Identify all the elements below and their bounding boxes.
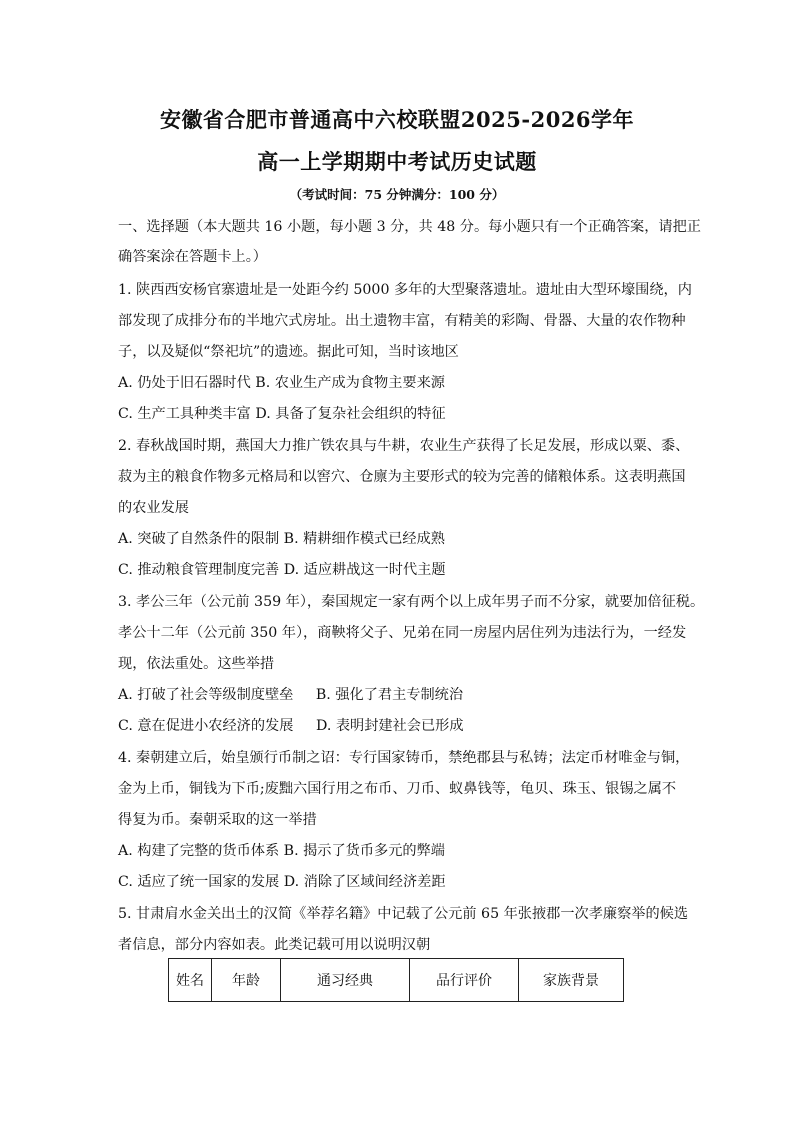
exam-time-info: （考试时间：75 分钟满分：100 分） bbox=[289, 187, 505, 202]
table-header-cell: 通习经典 bbox=[281, 959, 410, 1002]
question-4-stem-line: 得复为币。秦朝采取的这一举措 bbox=[118, 812, 317, 828]
question-5-stem-line: 者信息，部分内容如表。此类记载可用以说明汉朝 bbox=[118, 937, 431, 953]
question-1-stem-line: 子，以及疑似“祭祀坑”的遗迹。据此可知，当时该地区 bbox=[118, 344, 459, 360]
question-3-stem-line: 孝公十二年（公元前 350 年），商鞅将父子、兄弟在同一房屋内居住列为违法行为，一经发 bbox=[118, 625, 687, 641]
exam-title-line1: 安徽省合肥市普通高中六校联盟2025-2026学年 bbox=[159, 107, 635, 132]
question-2-stem-line: 菽为主的粮食作物多元格局和以窖穴、仓廪为主要形式的较为完善的储粮体系。这表明燕国 bbox=[118, 469, 686, 485]
question-3-options-cd: C. 意在促进小农经济的发展 D. 表明封建社会已形成 bbox=[118, 718, 464, 734]
section-intro-line: 一、选择题（本大题共 16 小题，每小题 3 分，共 48 分。每小题只有一个正确答案，请把正 bbox=[118, 219, 701, 235]
section-intro-line: 确答案涂在答题卡上。） bbox=[118, 249, 267, 265]
candidate-info-table bbox=[168, 958, 624, 1002]
question-4-stem-line: 金为上币，铜钱为下币;废黜六国行用之布币、刀币、蚁鼻钱等，龟贝、珠玉、银锡之属不 bbox=[118, 781, 677, 797]
table-header-cell: 年龄 bbox=[212, 959, 281, 1002]
question-1-stem-line: 部发现了成排分布的半地穴式房址。出土遗物丰富，有精美的彩陶、骨器、大量的农作物种 bbox=[118, 313, 686, 329]
question-3-options-ab: A. 打破了社会等级制度壁垒 B. 强化了君主专制统治 bbox=[118, 687, 464, 703]
question-1-stem-line: 1. 陕西西安杨官寨遗址是一处距今约 5000 多年的大型聚落遗址。遗址由大型环壕围绕，内 bbox=[118, 282, 692, 298]
table-header-cell: 姓名 bbox=[169, 959, 212, 1002]
question-2-options-cd: C. 推动粮食管理制度完善 D. 适应耕战这一时代主题 bbox=[118, 562, 446, 578]
table-header-row bbox=[169, 959, 624, 1002]
question-2-stem-line: 2. 春秋战国时期，燕国大力推广铁农具与牛耕，农业生产获得了长足发展，形成以粟、黍、 bbox=[118, 438, 690, 454]
exam-title-line2: 高一上学期期中考试历史试题 bbox=[257, 149, 537, 174]
question-2-stem-line: 的农业发展 bbox=[118, 500, 189, 516]
question-4-options-cd: C. 适应了统一国家的发展 D. 消除了区域间经济差距 bbox=[118, 874, 446, 890]
question-1-options-ab: A. 仍处于旧石器时代 B. 农业生产成为食物主要来源 bbox=[118, 375, 445, 391]
question-3-stem-line: 3. 孝公三年（公元前 359 年），秦国规定一家有两个以上成年男子而不分家，就要加倍征税。 bbox=[118, 594, 705, 610]
question-3-stem-line: 现，依法重处。这些举措 bbox=[118, 656, 275, 672]
question-4-options-ab: A. 构建了完整的货币体系 B. 揭示了货币多元的弊端 bbox=[118, 843, 445, 859]
question-2-options-ab: A. 突破了自然条件的限制 B. 精耕细作模式已经成熟 bbox=[118, 531, 445, 547]
question-5-stem-line: 5. 甘肃肩水金关出土的汉简《举荐名籍》中记载了公元前 65 年张掖郡一次孝廉察举的候选 bbox=[118, 906, 689, 922]
table-header-cell: 品行评价 bbox=[410, 959, 519, 1002]
table-header-cell: 家族背景 bbox=[519, 959, 624, 1002]
question-1-options-cd: C. 生产工具种类丰富 D. 具备了复杂社会组织的特征 bbox=[118, 406, 446, 422]
question-4-stem-line: 4. 秦朝建立后，始皇颁行币制之诏：专行国家铸币，禁绝郡县与私铸；法定币材唯金与铜， bbox=[118, 750, 690, 766]
